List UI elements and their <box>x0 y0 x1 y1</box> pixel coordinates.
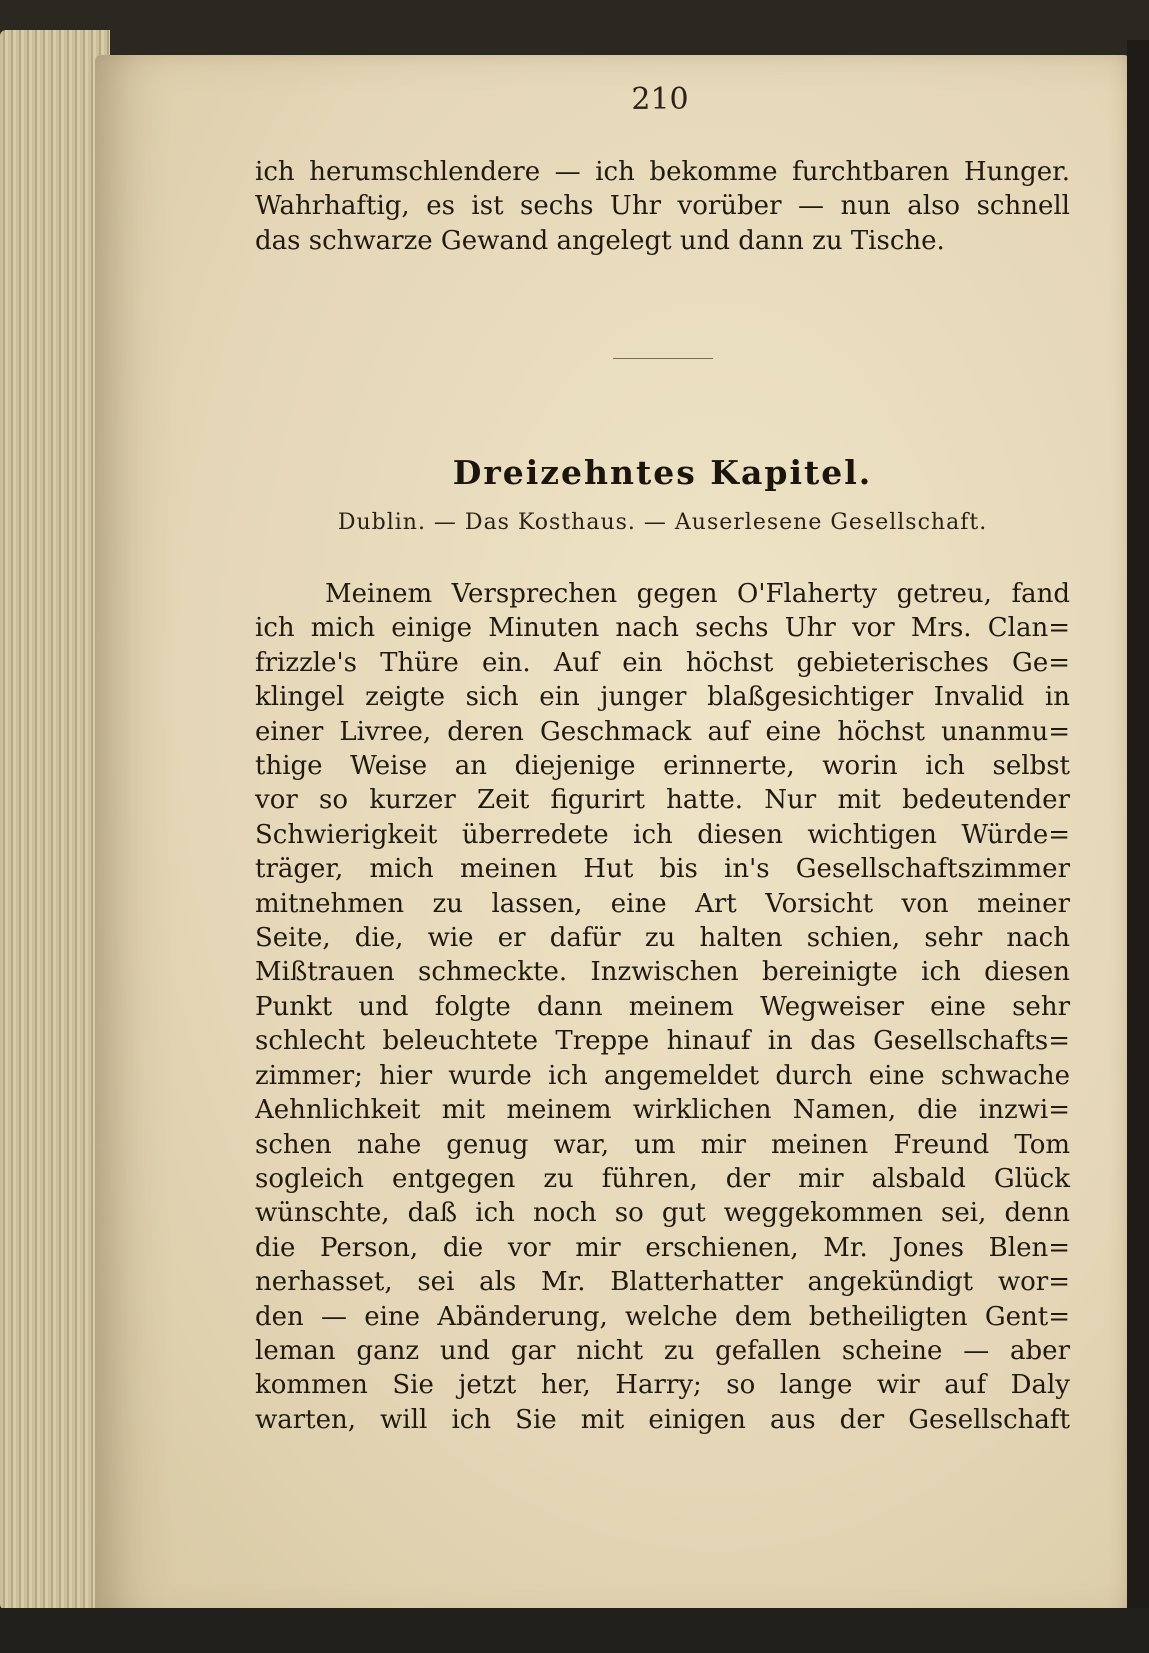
text-line: Aehnlichkeit mit meinem wirklichen Namen, die inzwi= <box>255 1095 1070 1126</box>
text-line: leman ganz und gar nicht zu gefallen scheine — aber <box>255 1335 1070 1366</box>
text-line: Meinem Versprechen gegen O'Flaherty getreu, fand <box>325 579 1070 609</box>
text-line: kommen Sie jetzt her, Harry; so lange wir auf Daly <box>255 1370 1070 1401</box>
text-line: warten, will ich Sie mit einigen aus der Gesellschaft <box>255 1404 1070 1435</box>
opening-paragraph <box>255 155 1070 258</box>
text-line: thige Weise an diejenige erinnerte, worin ich selbst <box>255 751 1070 782</box>
text-line: den — eine Abänderung, welche dem betheiligten Gent= <box>255 1301 1070 1332</box>
text-line: schen nahe genug war, um mir meinen Freund Tom <box>255 1129 1070 1160</box>
chapter-title: Dreizehntes Kapitel. <box>452 453 873 492</box>
book-cover-edge <box>1127 40 1149 1610</box>
text-line: einer Livree, deren Geschmack auf eine höchst unanmu= <box>255 716 1070 747</box>
text-line: nerhasset, sei als Mr. Blatterhatter angekündigt wor= <box>255 1267 1070 1298</box>
text-line: frizzle's Thüre ein. Auf ein höchst gebieterisches Ge= <box>255 647 1070 678</box>
text-line: Seite, die, wie er dafür zu halten schien, sehr nach <box>255 923 1070 954</box>
text-line: das schwarze Gewand angelegt und dann zu Tische. <box>255 225 945 256</box>
page-edges <box>0 30 110 1610</box>
text-line: schlecht beleuchtete Treppe hinauf in das Gesellschafts= <box>255 1026 1070 1057</box>
text-line: zimmer; hier wurde ich angemeldet durch eine schwache <box>255 1060 1070 1091</box>
text-line: Mißtrauen schmeckte. Inzwischen bereinigte ich diesen <box>255 957 1070 988</box>
text-line: Punkt und folgte dann meinem Wegweiser eine sehr <box>255 991 1070 1022</box>
text-line: mitnehmen zu lassen, eine Art Vorsicht von meiner <box>255 888 1070 919</box>
text-line: ich herumschlendere — ich bekomme furchtbaren Hunger. <box>255 157 1070 187</box>
text-line: ich mich einige Minuten nach sechs Uhr vor Mrs. Clan= <box>255 613 1070 644</box>
text-line: träger, mich meinen Hut bis in's Gesellschaftszimmer <box>255 854 1070 885</box>
chapter-subtitle: Dublin. — Das Kosthaus. — Auserlesene Gesellschaft. <box>337 510 988 535</box>
body-paragraph <box>255 577 1070 1437</box>
scan-background <box>0 1608 1149 1653</box>
text-line: sogleich entgegen zu führen, der mir alsbald Glück <box>255 1163 1070 1194</box>
page-number: 210 <box>631 82 689 117</box>
section-divider <box>613 358 713 359</box>
text-line: vor so kurzer Zeit figurirt hatte. Nur mit bedeutender <box>255 785 1070 816</box>
text-line: klingel zeigte sich ein junger blaßgesichtiger Invalid in <box>255 682 1070 713</box>
text-line: Wahrhaftig, es ist sechs Uhr vorüber — nun also schnell <box>255 191 1070 222</box>
text-line: wünschte, daß ich noch so gut weggekommen sei, denn <box>255 1198 1070 1229</box>
text-line: die Person, die vor mir erschienen, Mr. Jones Blen= <box>255 1232 1070 1263</box>
text-line: Schwierigkeit überredete ich diesen wichtigen Würde= <box>255 819 1070 850</box>
